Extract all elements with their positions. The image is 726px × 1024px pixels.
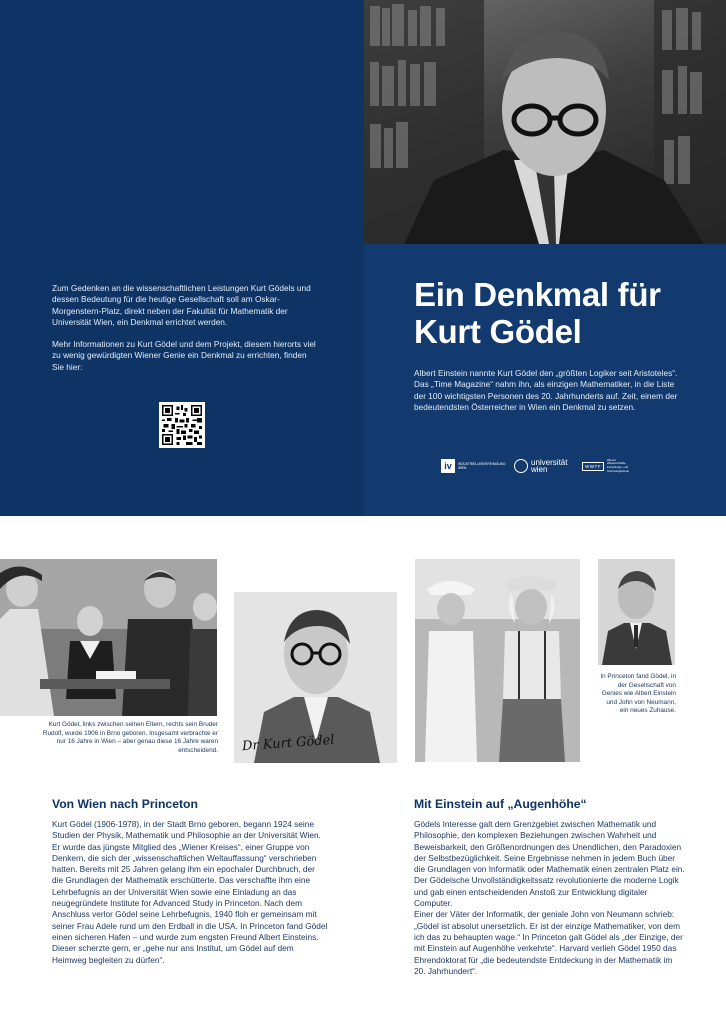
goedel-signature: Dr Kurt Gödel xyxy=(241,732,335,755)
princeton-photo-caption: In Princeton fand Gödel, in der Gesellschaft von Genies wie Albert Einstein und John von Neumann, ein neues Zuhause. xyxy=(600,673,676,715)
article-paragraph: Gödels Interesse galt dem Grenzgebiet zwischen Mathematik und Philosophie, den komplexen Beziehungen zwischen Wahrheit und Beweisbarkeit, den Größenordnungen des Unendlichen, den Paradoxien der Selbstbezüglichkeit. Seine Ergebnisse nehmen in jedem Buch über die Grundlagen von Informatik oder Mathematik einen zentralen Platz ein. Der Gödelsche Unvollständigkeitssatz revolutionierte die moderne Logik und gab einen entscheidenden Anstoß zur Entwicklung digitaler Computer. xyxy=(414,819,685,909)
article-text-einstein xyxy=(414,819,686,977)
article-heading-einstein: Mit Einstein auf „Augenhöhe“ xyxy=(414,797,587,811)
intro-text xyxy=(52,283,320,373)
wwtf-logo-text: Wiener Wissenschafts-, Forschungs- und Technologiefonds xyxy=(607,457,629,473)
title-line: Ein Denkmal für xyxy=(414,276,661,313)
goedel-portrait-photo xyxy=(364,0,726,244)
sponsor-logos xyxy=(441,457,681,475)
page-title xyxy=(414,276,714,350)
qr-code-icon[interactable] xyxy=(159,402,205,448)
article-heading-vienna-princeton: Von Wien nach Princeton xyxy=(52,797,198,811)
university-seal-icon xyxy=(514,459,528,473)
title-line: Kurt Gödel xyxy=(414,313,582,350)
family-photo xyxy=(0,559,217,716)
wwtf-logo-mark: WWTF xyxy=(582,462,604,471)
iv-logo-text: INDUSTRIELLENVEREINIGUNG WIEN xyxy=(458,462,506,470)
von-neumann-photo xyxy=(598,559,675,665)
uw-logo-line: wien xyxy=(531,465,548,474)
article-paragraph: Einer der Väter der Informatik, der geniale John von Neumann schrieb: „Gödel ist absolut unersetzlich. Er ist der einzige Mathematiker, von dem ich das zu behaupten wage.“ In Princeton galt Gödel als „der Einzige, der mit Einstein auf Augenhöhe verkehrte“. Harvard verlieh Gödel 1950 das Ehrendoktorat für „die bedeutendste Entdeckung in der Mathematik im 20. Jahrhundert“. xyxy=(414,909,683,976)
university-vienna-logo[interactable] xyxy=(514,457,567,475)
wwtf-logo[interactable] xyxy=(582,457,633,475)
family-photo-caption: Kurt Gödel, links zwischen seinen Eltern, rechts sein Bruder Rudolf, wurde 1906 in Brno geboren. Insgesamt verbrachte er nur 16 Jahre in Wien – aber genau diese 16 Jahre waren entscheidend. xyxy=(42,721,218,754)
intro-paragraph: Mehr Informationen zu Kurt Gödel und dem Projekt, diesem hierorts viel zu wenig gewürdigten Wiener Genie ein Denkmal zu errichten, finden Sie hier: xyxy=(52,339,316,372)
iv-logo[interactable] xyxy=(441,457,506,475)
lead-text: Albert Einstein nannte Kurt Gödel den „größten Logiker seit Aristoteles“. Das „Time Magazine“ nahm ihn, als einzigen Mathematiker, in die Liste der 100 wichtigsten Personen des 20. Jahrhunderts auf. Zeit, einem der bedeutendsten Österreicher in Wien ein Denkmal zu setzen. xyxy=(414,368,678,413)
iv-logo-mark: iv xyxy=(441,459,455,473)
goedel-einstein-photo xyxy=(415,559,580,762)
article-text-vienna-princeton: Kurt Gödel (1906-1978), in der Stadt Brno geboren, begann 1924 seine Studien der Physik, Mathematik und Philosophie an der Universität Wien. Er wurde das jüngste Mitglied des „Wiener Kreises“, einer Gruppe von Denkern, die sich der „wissenschaftlichen Weltauffassung“ verschrieben hatten. Bereits mit 25 Jahren gelang ihm ein epochaler Durchbruch, der die Grundlagen der Mathematik erschütterte. Das verschaffte ihm eine Lehrbefugnis an der Universität Wien sowie eine Einladung an das neugegründete Institute for Advanced Study in Princeton. Nach dem Anschluss verlor Gödel seine Lehrbefugnis, 1940 floh er gemeinsam mit seiner Frau Adele rund um den Erdball in die USA. In Princeton fand Gödel einen sicheren Hafen – und wurde zum engsten Freund Albert Einsteins. Dieser scherzte gern, er „gehe nur ans Institut, um Gödel auf dem Heimweg begleiten zu dürfen“. xyxy=(52,819,328,965)
uw-logo-line: universität xyxy=(531,458,568,467)
intro-paragraph: Zum Gedenken an die wissenschaftlichen Leistungen Kurt Gödels und dessen Bedeutung für die heutige Gesellschaft soll am Oskar-Morgenstern-Platz, direkt neben der Fakultät für Mathematik der Universität Wien, ein Denkmal errichtet werden. xyxy=(52,283,311,327)
